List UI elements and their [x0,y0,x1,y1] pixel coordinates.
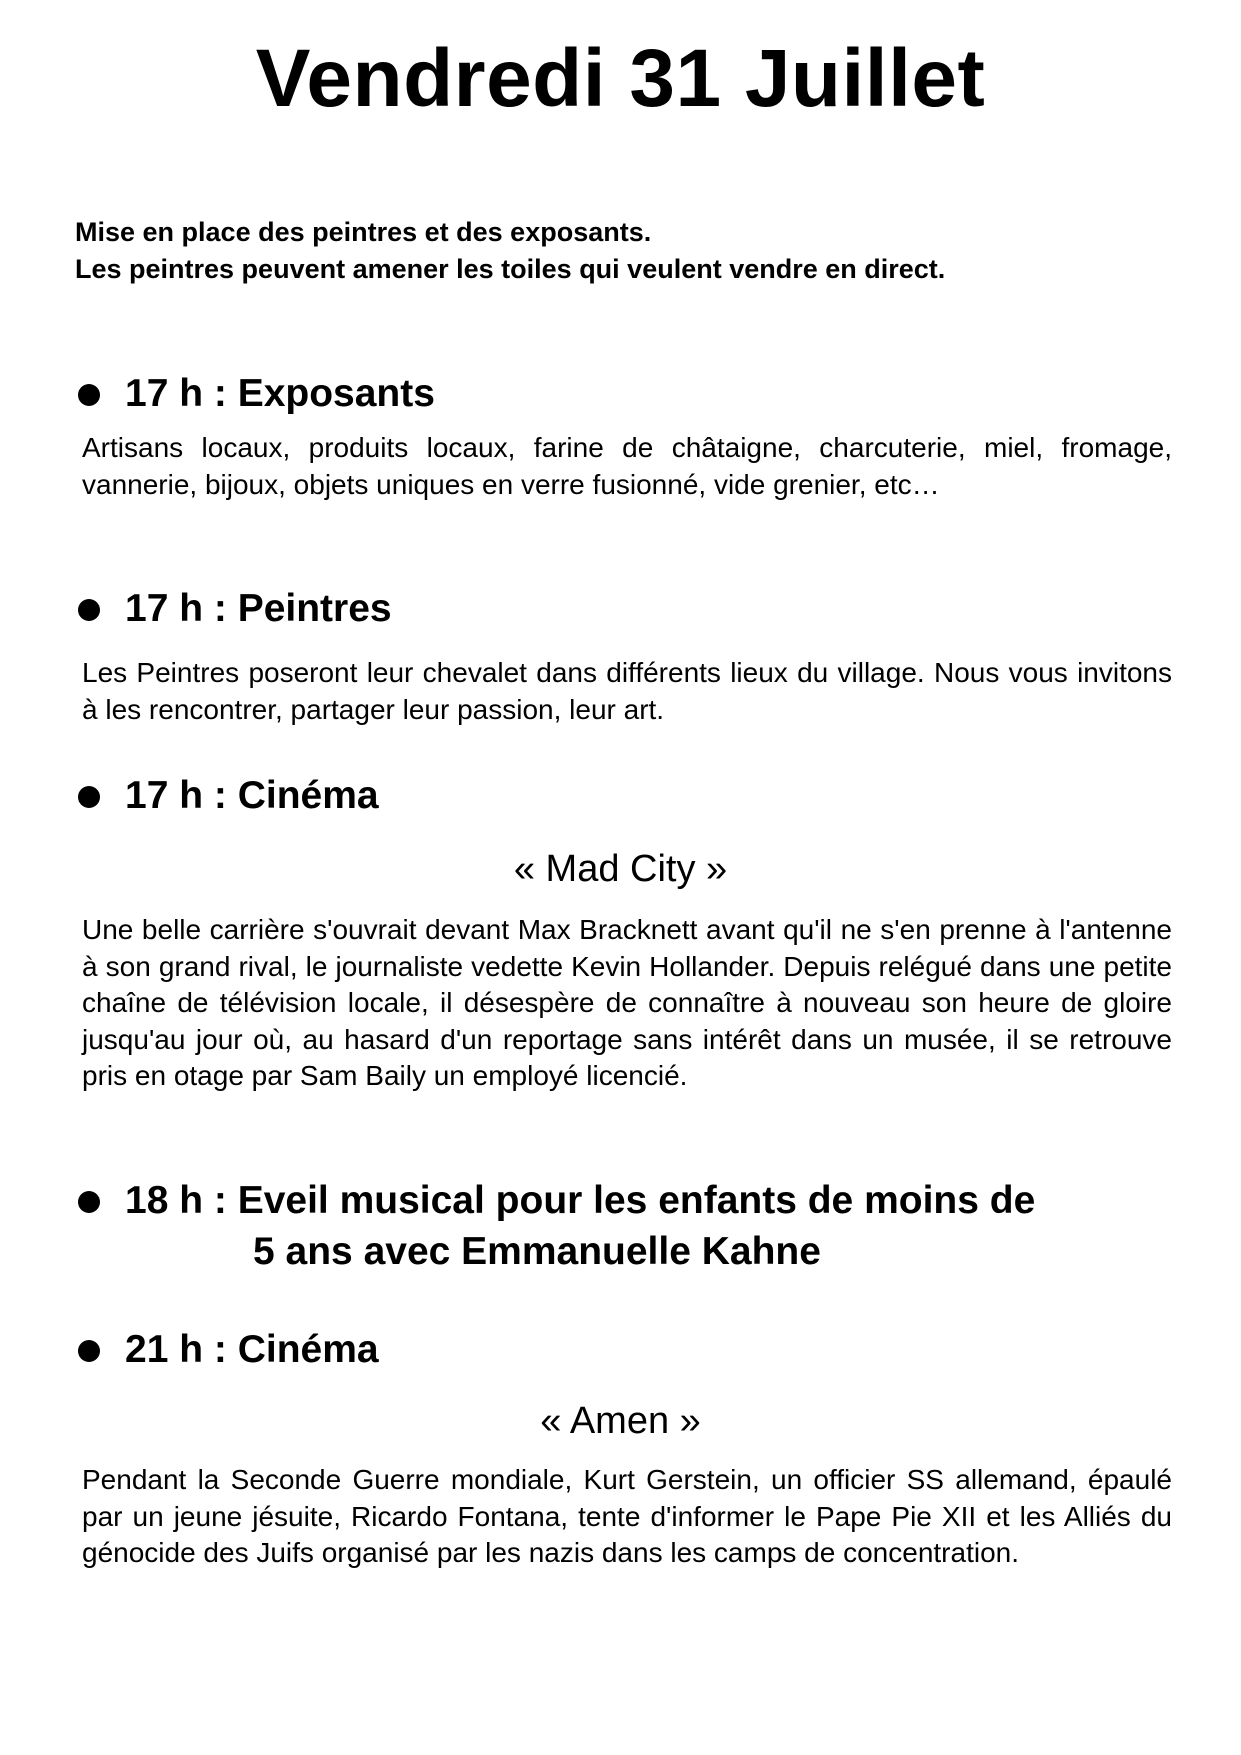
film-title: « Mad City » [513,848,728,890]
bullet-icon [78,1191,100,1213]
bullet-icon [78,1340,100,1362]
bullet-icon [78,786,100,808]
event-heading: 21 h : Cinéma [125,1328,379,1371]
event-heading: 17 h : Peintres [125,587,392,630]
bullet-icon [78,599,100,621]
event-heading: 17 h : Cinéma [125,774,379,817]
event-description: Les Peintres poseront leur chevalet dans différents lieux du village. Nous vous invitons à les rencontrer, partager leur passion, leur art. [82,657,1172,725]
intro-line: Les peintres peuvent amener les toiles qui veulent vendre en direct. [75,254,946,284]
event-heading: 17 h : Exposants [125,372,435,415]
bullet-icon [78,384,100,406]
film-title: « Amen » [540,1400,701,1442]
page-title: Vendredi 31 Juillet [255,33,986,124]
event-heading: 18 h : Eveil musical pour les enfants de moins de [125,1179,1036,1222]
event-description: Pendant la Seconde Guerre mondiale, Kurt Gerstein, un officier SS allemand, épaulé par un jeune jésuite, Ricardo Fontana, tente d'informer le Pape Pie XII et les Alliés du génocide des Juifs organisé par les nazis dans les camps de concentration. [82,1464,1172,1568]
intro-text [75,214,1175,288]
intro-line: Mise en place des peintres et des exposants. [75,217,652,247]
event-description: Une belle carrière s'ouvrait devant Max Bracknett avant qu'il ne s'en prenne à l'antenne à son grand rival, le journaliste vedette Kevin Hollander. Depuis relégué dans une petite chaîne de télévision locale, il désespère de connaître à nouveau son heure de gloire jusqu'au jour où, au hasard d'un reportage sans intérêt dans un musée, il se retrouve pris en otage par Sam Baily un employé licencié. [82,914,1172,1091]
event-description: Artisans locaux, produits locaux, farine de châtaigne, charcuterie, miel, fromage, vannerie, bijoux, objets uniques en verre fusionné, vide grenier, etc… [82,432,1172,500]
event-heading-continuation: 5 ans avec Emmanuelle Kahne [253,1230,821,1273]
